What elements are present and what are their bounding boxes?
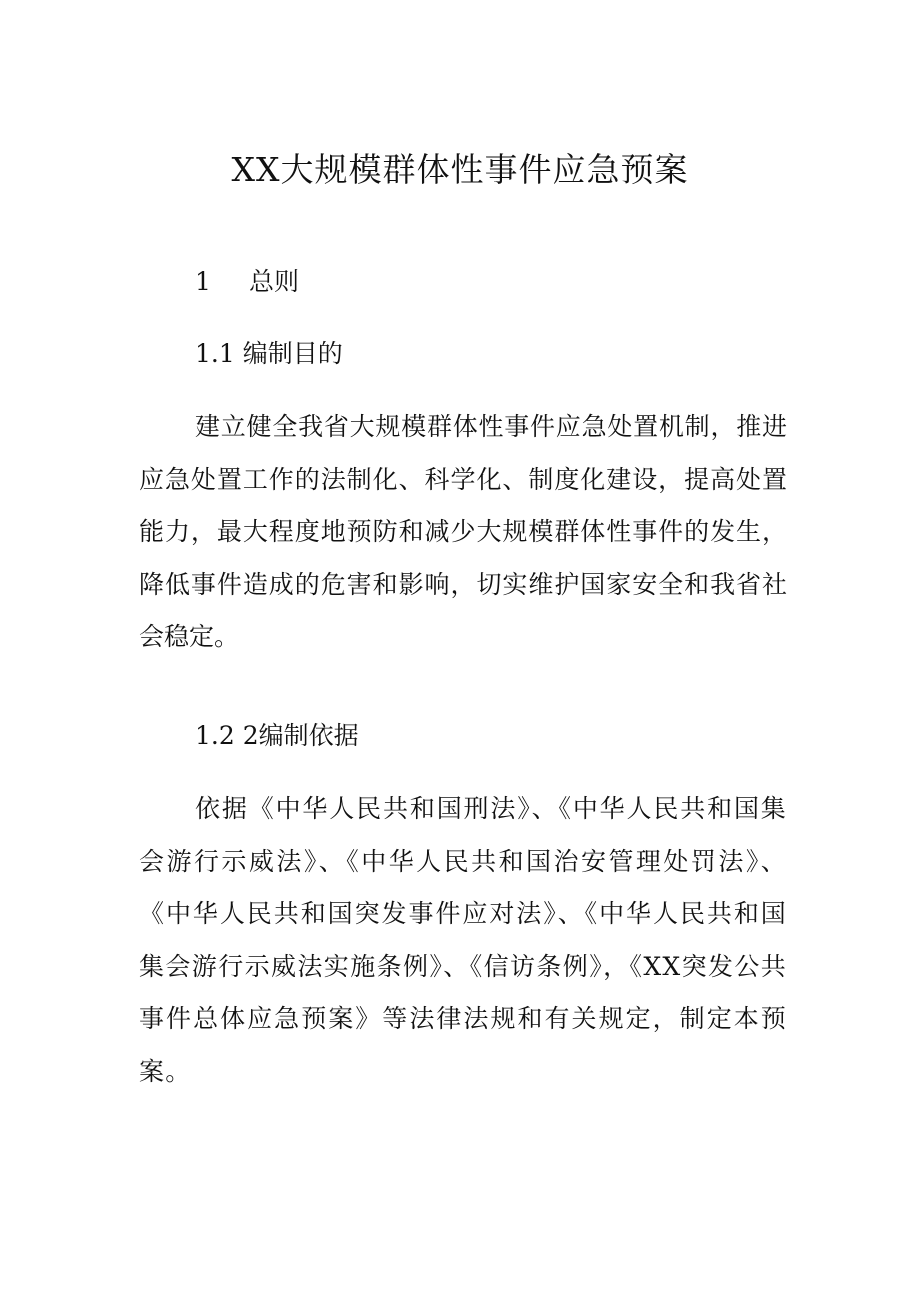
- section-number: 1: [195, 267, 211, 296]
- document-title: XX大规模群体性事件应急预案: [231, 150, 689, 189]
- paragraph-purpose: 建立健全我省大规模群体性事件应急处置机制，推进应急处置工作的法制化、科学化、制度化建设，提高处置能力，最大程度地预防和减少大规模群体性事件的发生，降低事件造成的危害和影响，切实维护国家安全和我省社会稳定。: [139, 412, 787, 651]
- section-title: 总则: [249, 267, 300, 296]
- paragraph-basis: 依据《中华人民共和国刑法》、《中华人民共和国集会游行示威法》、《中华人民共和国治安管理处罚法》、《中华人民共和国突发事件应对法》、《中华人民共和国集会游行示威法实施条例》、《信访条例》，《XX突发公共事件总体应急预案》等法律法规和有关规定，制定本预案。: [139, 794, 787, 1086]
- section-heading-general: [195, 262, 299, 302]
- section-heading-purpose: 1.1 编制目的: [195, 339, 343, 368]
- section-heading-basis: 1.2 2编制依据: [195, 721, 359, 750]
